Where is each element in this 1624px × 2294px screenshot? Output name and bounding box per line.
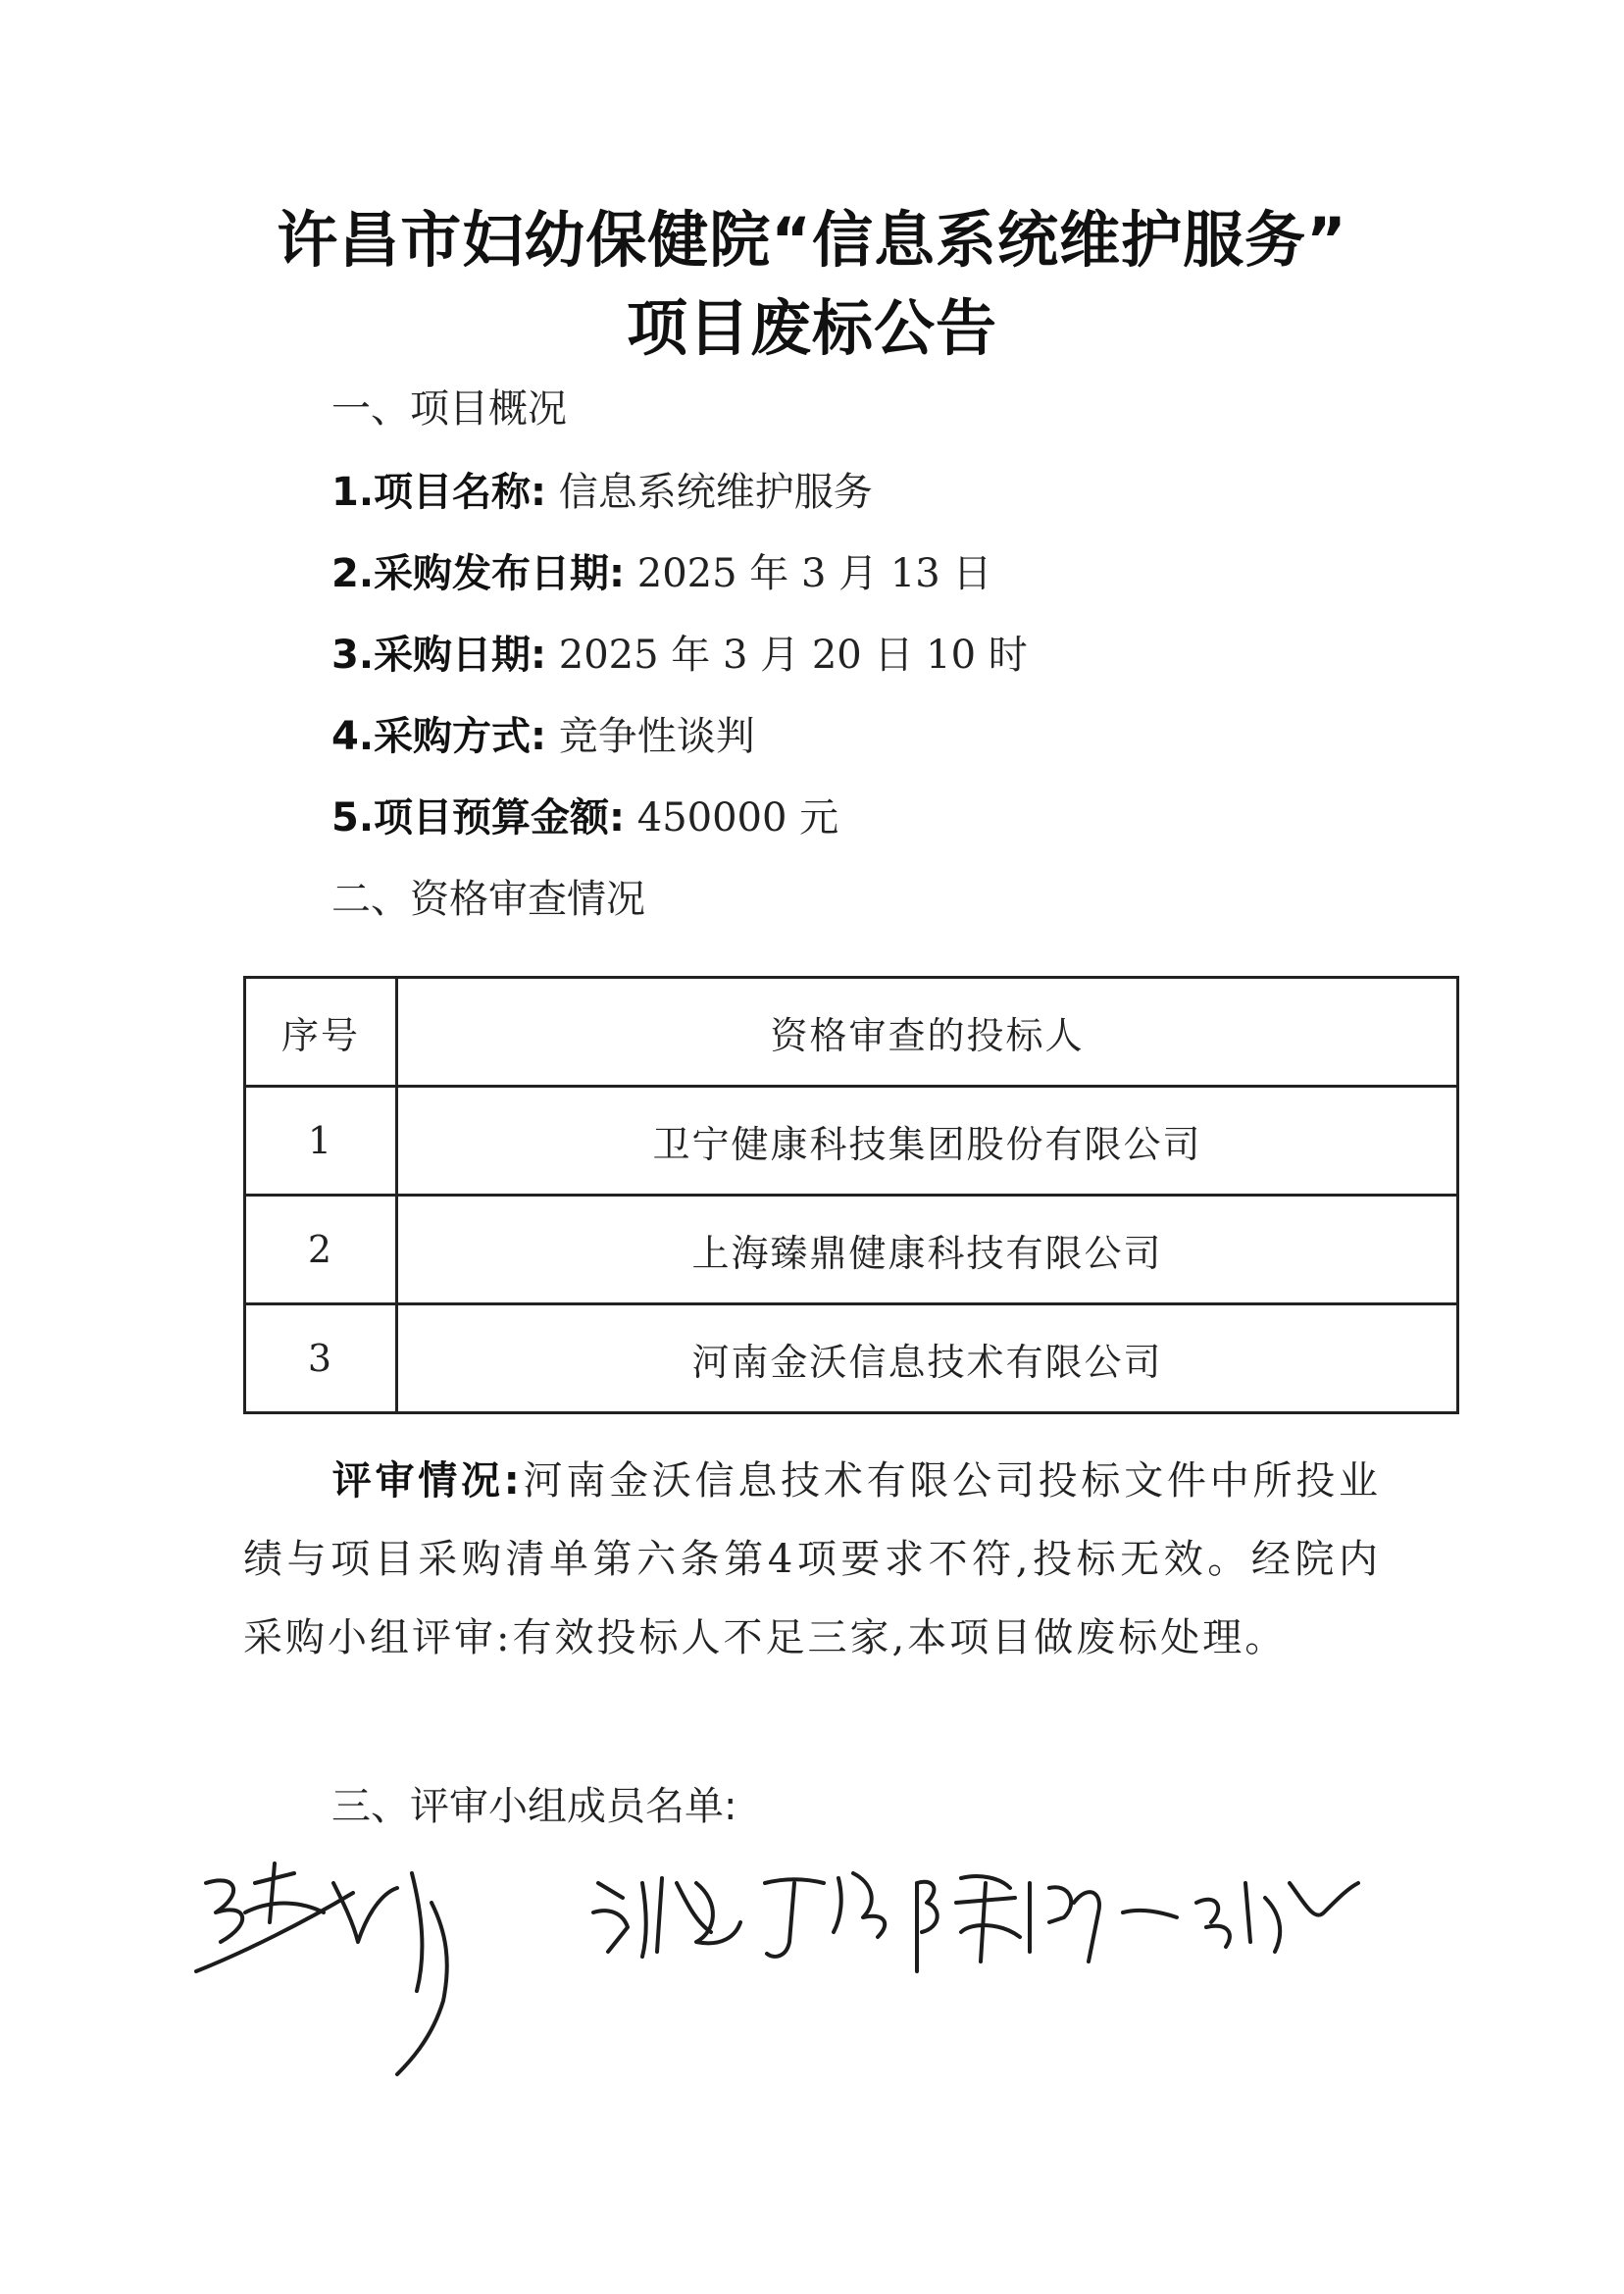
item-value: 2025 年 3 月 20 日 10 时 — [558, 633, 1028, 678]
item-value: 450000 元 — [636, 795, 839, 841]
item-label: 1.项目名称: — [331, 470, 547, 515]
table-cell-bidder: 卫宁健康科技集团股份有限公司 — [397, 1087, 1458, 1196]
signature-5 — [1196, 1883, 1358, 1952]
signature-1 — [196, 1863, 447, 2074]
item-budget — [331, 787, 838, 842]
item-label: 5.项目预算金额: — [331, 795, 626, 841]
table-row — [245, 1087, 1458, 1196]
table-header-index: 序号 — [245, 978, 397, 1087]
item-procurement-date — [331, 624, 1028, 680]
section-heading-overview: 一、项目概况 — [331, 386, 567, 432]
signature-4 — [917, 1876, 1177, 1971]
table-header-bidder: 资格审查的投标人 — [397, 978, 1458, 1087]
table-row — [245, 1196, 1458, 1304]
item-publish-date — [331, 542, 991, 598]
section-heading-panel: 三、评审小组成员名单: — [331, 1784, 737, 1829]
table-cell-index: 2 — [245, 1196, 397, 1304]
item-value: 信息系统维护服务 — [558, 470, 873, 515]
item-value: 竞争性谈判 — [558, 714, 755, 759]
document-title-line-1: 许昌市妇幼保健院“信息系统维护服务” — [277, 204, 1347, 276]
review-label: 评审情况: — [331, 1458, 523, 1504]
review-text: 河南金沃信息技术有限公司投标文件中所投业绩与项目采购清单第六条第4项要求不符,投标无效。经院内采购小组评审:有效投标人不足三家,本项目做废标处理。 — [243, 1458, 1381, 1660]
table-cell-index: 1 — [245, 1087, 397, 1196]
item-project-name — [331, 461, 873, 517]
table-row — [245, 1304, 1458, 1413]
item-procurement-method — [331, 705, 755, 761]
table-cell-bidder: 上海臻鼎健康科技有限公司 — [397, 1196, 1458, 1304]
item-label: 3.采购日期: — [331, 633, 547, 678]
item-value: 2025 年 3 月 13 日 — [636, 551, 992, 596]
document-title-line-2: 项目废标公告 — [626, 292, 997, 364]
review-paragraph — [243, 1442, 1381, 1677]
signatures-image — [186, 1844, 1383, 2079]
qualification-table — [243, 976, 1459, 1414]
signature-2 — [593, 1878, 740, 1957]
item-label: 4.采购方式: — [331, 714, 547, 759]
table-cell-index: 3 — [245, 1304, 397, 1413]
table-header-row — [245, 978, 1458, 1087]
signature-3 — [765, 1873, 885, 1957]
table-cell-bidder: 河南金沃信息技术有限公司 — [397, 1304, 1458, 1413]
item-label: 2.采购发布日期: — [331, 551, 626, 596]
section-heading-qualification: 二、资格审查情况 — [331, 877, 645, 922]
